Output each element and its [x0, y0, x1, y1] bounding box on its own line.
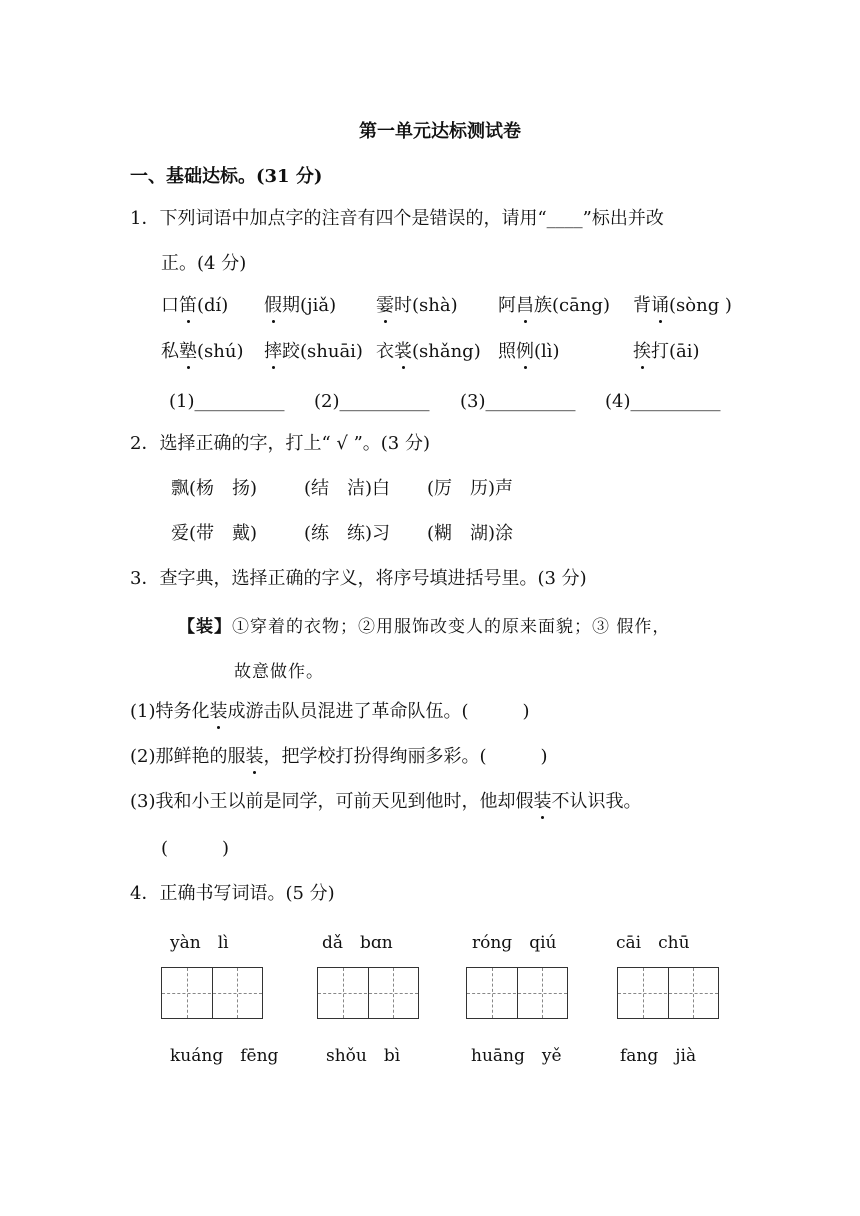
word-item: 挨打(āi) [633, 341, 700, 362]
pinyin-label: kuáng fēng [170, 1046, 279, 1066]
page-title: 第一单元达标测试卷 [359, 121, 521, 142]
choice-item[interactable]: 飘(杨 扬) [171, 478, 258, 499]
word-item: 背诵(sòng ) [633, 295, 732, 316]
answer-blank[interactable]: (4)__________ [605, 391, 721, 412]
pinyin-label: yàn lì [170, 933, 229, 953]
choice-item[interactable]: (厉 历)声 [427, 478, 514, 499]
dotted-char: 装 [245, 746, 264, 767]
dotted-char: 霎 [376, 295, 394, 316]
dotted-char: 摔 [264, 341, 282, 362]
writing-grid[interactable] [161, 967, 263, 1019]
answer-blank[interactable]: (1)__________ [169, 391, 285, 412]
sentence-item[interactable]: (2)那鲜艳的服装，把学校打扮得绚丽多彩。( ) [130, 746, 548, 767]
choice-item[interactable]: (练 练)习 [304, 523, 391, 544]
definition-head: 【装】 [178, 617, 232, 637]
question-1-stem-cont: 正。(4 分) [161, 253, 247, 274]
dotted-char: 假 [264, 295, 282, 316]
section-heading: 一、基础达标。(31 分) [130, 166, 323, 187]
dotted-char: 例 [516, 341, 534, 362]
answer-paren[interactable]: ( ) [161, 838, 230, 859]
writing-grid[interactable] [466, 967, 568, 1019]
word-item: 口笛(dí) [161, 295, 229, 316]
pinyin-label: cāi chū [616, 933, 690, 953]
question-3-stem: 3．查字典，选择正确的字义，将序号填进括号里。(3 分) [130, 568, 587, 589]
dictionary-definition: 【装】①穿着的衣物；②用服饰改变人的原来面貌；③ 假作， [178, 617, 671, 637]
writing-grid[interactable] [317, 967, 419, 1019]
word-item: 衣裳(shǎng) [376, 341, 481, 362]
dotted-char: 诵 [651, 295, 669, 316]
dotted-char: 笛 [179, 295, 197, 316]
pinyin-label: rónɡ qiú [472, 933, 557, 953]
question-2-stem: 2．选择正确的字，打上“ √ ”。(3 分) [130, 433, 430, 454]
pinyin-label: dǎ bɑn [322, 933, 393, 953]
pinyin-label: shǒu bì [326, 1046, 401, 1066]
word-item: 照例(lì) [498, 341, 560, 362]
word-item: 摔跤(shuāi) [264, 341, 363, 362]
dotted-char: 挨 [633, 341, 651, 362]
pinyin-label: fang jià [620, 1046, 697, 1066]
answer-blank[interactable]: (3)__________ [460, 391, 576, 412]
word-item: 霎时(shà) [376, 295, 458, 316]
dotted-char: 装 [209, 701, 228, 722]
word-item: 假期(jiǎ) [264, 295, 337, 316]
dotted-char: 裳 [394, 341, 412, 362]
writing-grid[interactable] [617, 967, 719, 1019]
dotted-char: 装 [533, 791, 552, 812]
answer-blank[interactable]: (2)__________ [314, 391, 430, 412]
pinyin-label: huāng yě [471, 1046, 562, 1066]
sentence-item[interactable]: (1)特务化装成游击队员混进了革命队伍。( ) [130, 701, 530, 722]
question-4-stem: 4．正确书写词语。(5 分) [130, 883, 335, 904]
dotted-char: 昌 [516, 295, 534, 316]
dictionary-definition-cont: 故意做作。 [234, 662, 324, 682]
choice-item[interactable]: 爱(带 戴) [171, 523, 258, 544]
word-item: 私塾(shú) [161, 341, 244, 362]
choice-item[interactable]: (糊 湖)涂 [427, 523, 514, 544]
sentence-item[interactable]: (3)我和小王以前是同学，可前天见到他时，他却假装不认识我。 [130, 791, 642, 812]
choice-item[interactable]: (结 洁)白 [304, 478, 391, 499]
dotted-char: 塾 [179, 341, 197, 362]
question-1-stem: 1．下列词语中加点字的注音有四个是错误的，请用“____”标出并改 [130, 208, 664, 229]
word-item: 阿昌族(cāng) [498, 295, 610, 316]
